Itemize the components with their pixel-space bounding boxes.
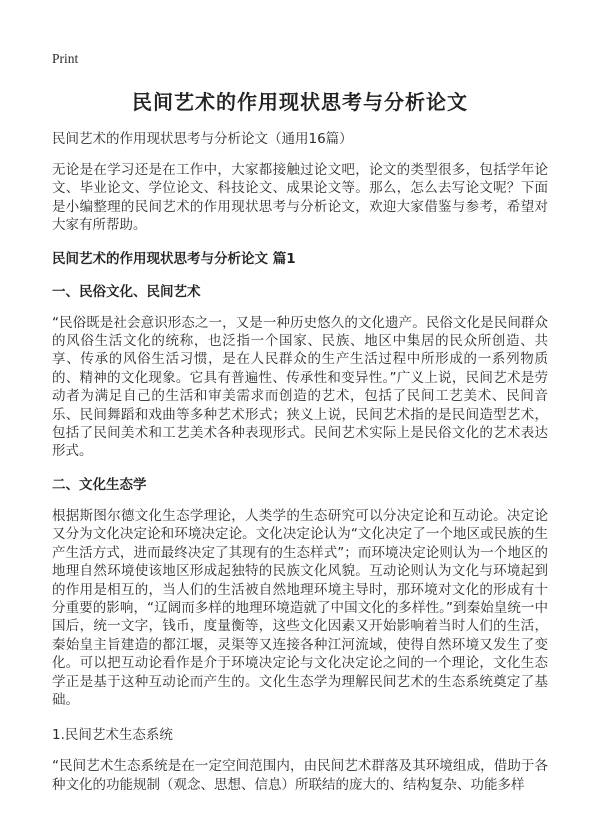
intro-paragraph: 无论是在学习还是在工作中，大家都接触过论文吧，论文的类型很多，包括学年论文、毕业论文、学位论文、科技论文、成果论文等。那么，怎么去写论文呢？下面是小编整理的民间艺术的作用现状思考与分析论文，欢迎大家借鉴与参考，希望对大家有所帮助。 <box>52 162 548 234</box>
paragraph-folk-art-ecosystem: “民间艺术生态系统是在一定空间范围内，由民间艺术群落及其环境组成，借助于各种文化的功能规制（观念、思想、信息）所联结的庞大的、结构复杂、功能多样 <box>52 758 548 793</box>
subheading-folk-art-ecosystem: 1.民间艺术生态系统 <box>52 727 173 744</box>
paragraph-folk-culture: “民俗既是社会意识形态之一，又是一种历史悠久的文化遗产。民俗文化是民间群众的风俗生活文化的统称，也泛指一个国家、民族、地区中集居的民众所创造、共享、传承的风俗生活习惯，是在人民群众的生产生活过程中所形成的一系列物质的、精神的文化现象。它具有普遍性、传承性和变异性。”广义上说，民间艺术是劳动者为满足自己的生活和审美需求而创造的艺术，包括了民间工艺美术、民间音乐、民间舞蹈和戏曲等多种艺术形式；狭义上说，民间艺术指的是民间造型艺术，包括了民间美术和工艺美术各种表现形式。民间艺术实际上是民俗文化的艺术表达形式。 <box>52 314 548 460</box>
print-link[interactable]: Print <box>52 51 79 66</box>
article-body <box>52 161 548 794</box>
article-subtitle: 民间艺术的作用现状思考与分析论文（通用16篇） <box>52 131 353 147</box>
paragraph-cultural-ecology: 根据斯图尔德文化生态学理论，人类学的生态研究可以分决定论和互动论。决定论又分为文化决定论和环境决定论。文化决定论认为“文化决定了一个地区或民族的生产生活方式，进而最终决定了其现有的生态样式”；而环境决定论则认为一个地区的地理自然环境使该地区形成起独特的民族文化风貌。互动论则认为文化与环境起到的作用是相互的，当人们的生活被自然地理环境主导时，那环境对文化的形成有十分重要的影响，“辽阔而多样的地理环境造就了中国文化的多样性。”到秦始皇统一中国后，统一文字，钱币，度量衡等，这些文化因素又开始影响着当时人们的生活，秦始皇主旨建造的都江堰，灵渠等又连接各种江河流域，使得自然环境又发生了变化。可以把互动论看作是介于环境决定论与文化决定论之间的一个理论，文化生态学正是基于这种互动论而产生的。文化生态学为理解民间艺术的生态系统奠定了基础。 <box>52 507 548 708</box>
page-title: 民间艺术的作用现状思考与分析论文 <box>132 90 468 114</box>
section-heading-cultural-ecology: 二、文化生态学 <box>52 476 147 493</box>
section-heading-part1: 民间艺术的作用现状思考与分析论文 篇1 <box>52 250 296 267</box>
section-heading-folk-culture: 一、民俗文化、民间艺术 <box>52 283 201 300</box>
